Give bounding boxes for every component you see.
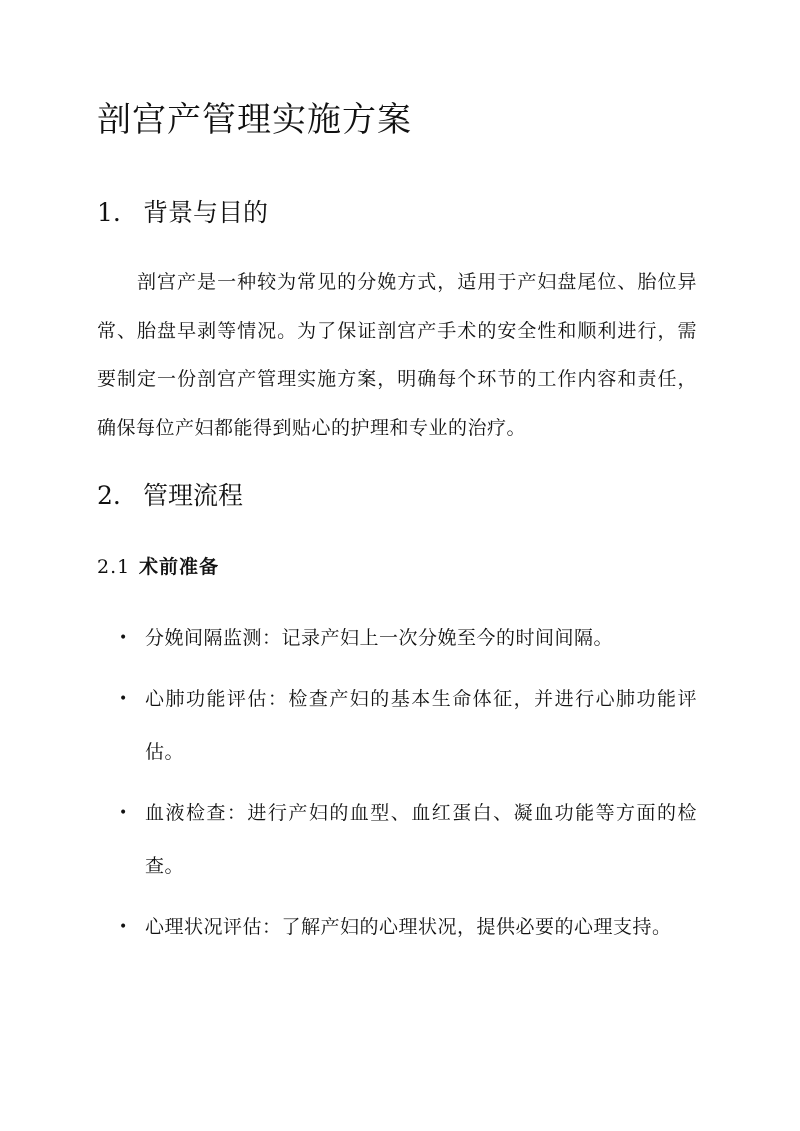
- bullet-icon: •: [119, 805, 128, 821]
- list-item: [97, 787, 697, 893]
- section-title: 背景与目的: [143, 198, 269, 227]
- preop-bullet-list: [97, 612, 697, 962]
- document-title: 剖宫产管理实施方案: [97, 100, 412, 140]
- section-heading-background: [97, 195, 268, 231]
- bullet-icon: •: [119, 630, 128, 646]
- background-paragraph: 剖宫产是一种较为常见的分娩方式，适用于产妇盘尾位、胎位异常、胎盘早剥等情况。为了保证剖宫产手术的安全性和顺利进行，需要制定一份剖宫产管理实施方案，明确每个环节的工作内容和责任，确保每位产妇都能得到贴心的护理和专业的治疗。: [97, 271, 697, 439]
- subsection-heading-preop: [97, 553, 219, 581]
- list-item: [97, 673, 697, 779]
- section-number: 2.: [97, 481, 121, 510]
- list-item: [97, 901, 697, 954]
- subsection-number: 2.1: [97, 556, 131, 578]
- section-title: 管理流程: [143, 481, 244, 510]
- list-item-text: 心理状况评估：了解产妇的心理状况，提供必要的心理支持。: [145, 916, 672, 938]
- list-item: [97, 612, 697, 665]
- list-item-text: 心肺功能评估：检查产妇的基本生命体征，并进行心肺功能评估。: [145, 688, 697, 763]
- bullet-icon: •: [119, 919, 128, 935]
- section-number: 1.: [97, 198, 121, 227]
- section-heading-process: [97, 478, 243, 514]
- list-item-text: 血液检查：进行产妇的血型、血红蛋白、凝血功能等方面的检查。: [145, 802, 697, 877]
- list-item-text: 分娩间隔监测：记录产妇上一次分娩至今的时间间隔。: [145, 627, 614, 649]
- subsection-title: 术前准备: [139, 556, 220, 578]
- bullet-icon: •: [119, 691, 128, 707]
